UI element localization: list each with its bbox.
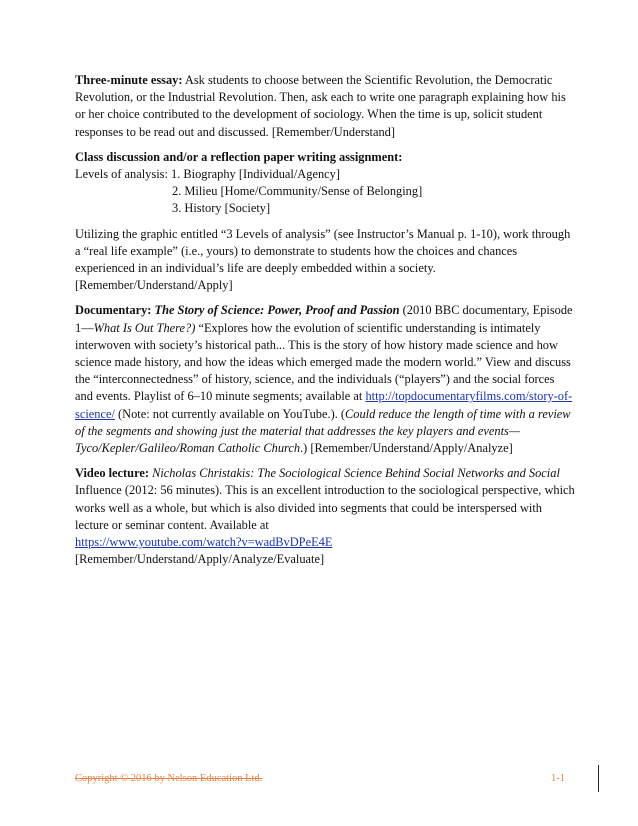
video-title: Nicholas Christakis: The Sociological Science Behind Social Networks and Social	[148, 466, 560, 481]
essay-text: Ask students to choose between the Scientific Revolution, the Democratic Revolution, or the Industrial Revolution. Then, ask each to write one paragraph explaining how his or her choice contributed to the development of sociology. When the time is up, solicit student responses to be read out and discussed. [Remember/Understand]	[75, 73, 566, 139]
three-minute-essay-paragraph	[75, 72, 575, 141]
change-bar	[598, 765, 599, 792]
video-link[interactable]: https://www.youtube.com/watch?v=wadBvDPeE4E	[75, 535, 333, 550]
documentary-text-4: .) [Remember/Understand/Apply/Analyze]	[300, 441, 513, 456]
documentary-heading: Documentary:	[75, 303, 152, 318]
documentary-text-2: “Explores how the evolution of scientific understanding is intimately interwoven with society’s historical path... This is the story of how history made science and how science made history, and how the ideas which emerged made the modern world.” View and discuss the “interconnectedness” of history, science, and the individuals (“players”) and the social forces and events. Playlist of 6–10 minute segments; available at	[75, 320, 571, 404]
documentary-note: Could reduce the length of time with a review of the segments and showing just the material that addresses the key players and events—Tyco/Kepler/Galileo/Roman Catholic Church	[75, 406, 571, 456]
documentary-link[interactable]: http://topdocumentaryfilms.com/story-of-science/	[75, 389, 573, 421]
essay-heading: Three-minute essay:	[75, 73, 183, 87]
documentary-text-1: (2010 BBC documentary, Episode 1—	[75, 303, 573, 335]
documentary-title: The Story of Science: Power, Proof and Passion	[154, 303, 400, 318]
levels-item-3: 3. History [Society]	[172, 201, 271, 216]
page-footer	[75, 773, 565, 784]
footer-copyright: Copyright © 2016 by Nelson Education Ltd.	[75, 773, 263, 784]
video-lecture-paragraph	[75, 465, 575, 568]
levels-item-1-text: 1. Biography [Individual/Agency]	[171, 167, 340, 182]
video-text-1: Influence (2012: 56 minutes). This is an excellent introduction to the sociological perspective, which works well as a whole, but which is also divided into segments that could be interspersed with lecture or seminar content. Available at	[75, 483, 575, 532]
documentary-text-3: (Note: not currently available on YouTube.). (	[114, 406, 346, 421]
class-discussion-section	[75, 149, 575, 218]
levels-item-1	[75, 166, 575, 183]
document-body	[75, 72, 575, 576]
video-text-2: [Remember/Understand/Apply/Analyze/Evaluate]	[75, 552, 325, 567]
documentary-episode: What Is Out There?)	[93, 320, 196, 335]
utilizing-paragraph: Utilizing the graphic entitled “3 Levels of analysis” (see Instructor’s Manual p. 1-10), work through a “real life example” (i.e., yours) to demonstrate to students how the choices and chances experienced in an individual’s life are deeply embedded within a society. [Remember/Understand/Apply]	[75, 226, 571, 293]
discussion-heading: Class discussion and/or a reflection paper writing assignment:	[75, 149, 403, 164]
documentary-paragraph	[75, 302, 575, 457]
video-heading: Video lecture:	[75, 466, 149, 481]
levels-prefix: Levels of analysis:	[75, 167, 172, 182]
levels-item-2: 2. Milieu [Home/Community/Sense of Belonging]	[172, 184, 423, 199]
footer-page-number: 1-1	[551, 773, 565, 784]
